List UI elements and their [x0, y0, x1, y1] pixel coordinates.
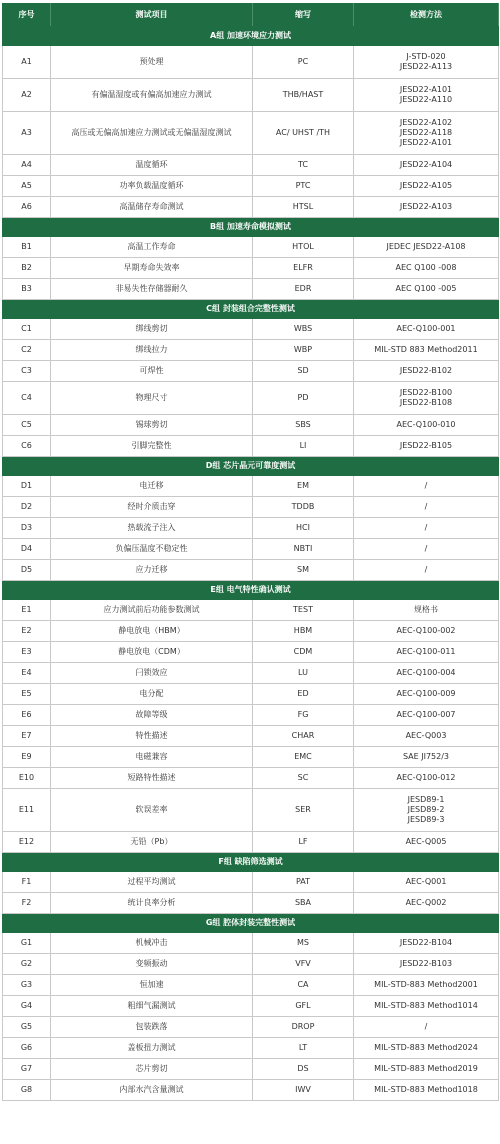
- table-row: [3, 954, 499, 975]
- table-header: [3, 4, 499, 27]
- row-abbreviation: HBM: [253, 621, 354, 642]
- method-line: JESD22-A105: [399, 181, 453, 190]
- table-row: [3, 415, 499, 436]
- row-test-method: [354, 560, 499, 581]
- row-test-item: 变频振动: [51, 954, 253, 975]
- group-header-row: [3, 300, 499, 319]
- row-id: G3: [3, 975, 51, 996]
- table-row: [3, 684, 499, 705]
- row-id: A2: [3, 79, 51, 112]
- row-abbreviation: AC/ UHST /TH: [253, 112, 354, 155]
- row-id: G5: [3, 1017, 51, 1038]
- row-test-method: [354, 476, 499, 497]
- method-line: AEC Q100 -008: [395, 263, 457, 272]
- table-row: [3, 872, 499, 893]
- method-line: JESD22-A101: [399, 138, 453, 147]
- table-row: [3, 768, 499, 789]
- row-id: A3: [3, 112, 51, 155]
- row-id: A4: [3, 155, 51, 176]
- row-abbreviation: IWV: [253, 1080, 354, 1101]
- group-title: E组 电气特性确认测试: [3, 581, 499, 600]
- method-line: AEC-Q001: [405, 877, 447, 886]
- row-abbreviation: SC: [253, 768, 354, 789]
- row-test-item: 内部水汽含量测试: [51, 1080, 253, 1101]
- table-row: [3, 1038, 499, 1059]
- row-id: D4: [3, 539, 51, 560]
- method-line: MIL-STD-883 Method1014: [374, 1001, 478, 1010]
- row-id: E10: [3, 768, 51, 789]
- row-id: C1: [3, 319, 51, 340]
- row-abbreviation: TDDB: [253, 497, 354, 518]
- row-test-method: [354, 361, 499, 382]
- row-test-method: [354, 46, 499, 79]
- row-test-method: [354, 319, 499, 340]
- row-abbreviation: SM: [253, 560, 354, 581]
- table-row: [3, 726, 499, 747]
- row-test-method: [354, 436, 499, 457]
- method-line: AEC-Q100-001: [396, 324, 456, 333]
- row-test-method: [354, 954, 499, 975]
- row-id: D3: [3, 518, 51, 539]
- row-id: G6: [3, 1038, 51, 1059]
- method-line: 规格书: [414, 605, 438, 614]
- row-abbreviation: VFV: [253, 954, 354, 975]
- row-test-item: 物理尺寸: [51, 382, 253, 415]
- row-test-item: 短路特性描述: [51, 768, 253, 789]
- row-abbreviation: EM: [253, 476, 354, 497]
- row-abbreviation: DS: [253, 1059, 354, 1080]
- row-abbreviation: NBTI: [253, 539, 354, 560]
- row-test-method: [354, 789, 499, 832]
- row-abbreviation: GFL: [253, 996, 354, 1017]
- table-row: [3, 382, 499, 415]
- row-test-item: 负偏压温度不稳定性: [51, 539, 253, 560]
- row-test-method: [354, 237, 499, 258]
- method-line: MIL-STD-883 Method2001: [374, 980, 478, 989]
- table-row: [3, 600, 499, 621]
- table-row: [3, 46, 499, 79]
- row-id: D2: [3, 497, 51, 518]
- row-id: D1: [3, 476, 51, 497]
- table-row: [3, 1017, 499, 1038]
- row-test-item: 温度循环: [51, 155, 253, 176]
- table-row: [3, 1059, 499, 1080]
- group-header-row: [3, 218, 499, 237]
- row-id: C5: [3, 415, 51, 436]
- group-title: B组 加速寿命模拟测试: [3, 218, 499, 237]
- row-test-item: 无铅（Pb）: [51, 832, 253, 853]
- row-abbreviation: CA: [253, 975, 354, 996]
- row-id: B3: [3, 279, 51, 300]
- row-test-item: 经时介质击穿: [51, 497, 253, 518]
- method-line: JESD22-B105: [399, 441, 453, 450]
- row-abbreviation: LU: [253, 663, 354, 684]
- row-id: F1: [3, 872, 51, 893]
- table-row: [3, 176, 499, 197]
- header-abbreviation: 缩写: [253, 4, 354, 27]
- row-test-item: 特性描述: [51, 726, 253, 747]
- row-abbreviation: ELFR: [253, 258, 354, 279]
- table-row: [3, 642, 499, 663]
- row-abbreviation: THB/HAST: [253, 79, 354, 112]
- row-test-item: 电磁兼容: [51, 747, 253, 768]
- method-line: /: [424, 523, 428, 532]
- header-seq: 序号: [3, 4, 51, 27]
- row-test-method: [354, 1017, 499, 1038]
- method-line: JESD22-A102: [399, 118, 453, 127]
- row-abbreviation: LT: [253, 1038, 354, 1059]
- row-test-method: [354, 747, 499, 768]
- method-line: JESD89-3: [407, 815, 445, 824]
- group-header-row: [3, 27, 499, 46]
- row-test-method: [354, 663, 499, 684]
- row-abbreviation: SBS: [253, 415, 354, 436]
- method-line: MIL-STD 883 Method2011: [374, 345, 478, 354]
- test-standards-table: [2, 3, 499, 1101]
- table-row: [3, 996, 499, 1017]
- row-test-item: 静电放电（HBM）: [51, 621, 253, 642]
- table-row: [3, 621, 499, 642]
- row-id: E9: [3, 747, 51, 768]
- row-abbreviation: WBS: [253, 319, 354, 340]
- table-row: [3, 79, 499, 112]
- row-abbreviation: HTOL: [253, 237, 354, 258]
- row-id: E3: [3, 642, 51, 663]
- method-line: /: [424, 1022, 428, 1031]
- table-row: [3, 789, 499, 832]
- table-row: [3, 436, 499, 457]
- table-row: [3, 975, 499, 996]
- row-abbreviation: FG: [253, 705, 354, 726]
- group-header-row: [3, 853, 499, 872]
- table-row: [3, 112, 499, 155]
- row-abbreviation: DROP: [253, 1017, 354, 1038]
- row-test-method: [354, 684, 499, 705]
- method-line: JESD22-A110: [399, 95, 453, 104]
- row-abbreviation: EDR: [253, 279, 354, 300]
- header-row: [3, 4, 499, 27]
- row-id: E7: [3, 726, 51, 747]
- row-test-item: 过程平均测试: [51, 872, 253, 893]
- table-row: [3, 497, 499, 518]
- row-abbreviation: PD: [253, 382, 354, 415]
- row-id: C2: [3, 340, 51, 361]
- method-line: AEC-Q100-010: [396, 420, 456, 429]
- row-test-item: 闩锁效应: [51, 663, 253, 684]
- group-title: G组 腔体封装完整性测试: [3, 914, 499, 933]
- group-header-row: [3, 581, 499, 600]
- row-test-method: [354, 197, 499, 218]
- header-test-method: 检测方法: [354, 4, 499, 27]
- table-row: [3, 319, 499, 340]
- table-body: [3, 27, 499, 1101]
- row-test-method: [354, 621, 499, 642]
- method-line: AEC-Q003: [405, 731, 447, 740]
- row-test-method: [354, 872, 499, 893]
- row-test-item: 应力测试前后功能参数测试: [51, 600, 253, 621]
- table-row: [3, 933, 499, 954]
- row-test-method: [354, 340, 499, 361]
- row-abbreviation: MS: [253, 933, 354, 954]
- row-test-method: [354, 1059, 499, 1080]
- table-row: [3, 747, 499, 768]
- row-abbreviation: LI: [253, 436, 354, 457]
- row-id: D5: [3, 560, 51, 581]
- row-test-item: 故障等级: [51, 705, 253, 726]
- table-row: [3, 893, 499, 914]
- table-row: [3, 155, 499, 176]
- row-id: E1: [3, 600, 51, 621]
- row-id: A5: [3, 176, 51, 197]
- row-test-method: [354, 497, 499, 518]
- header-test-item: 测试项目: [51, 4, 253, 27]
- method-line: AEC-Q100-012: [396, 773, 456, 782]
- row-test-item: 引脚完整性: [51, 436, 253, 457]
- method-line: AEC-Q100-004: [396, 668, 456, 677]
- row-abbreviation: SD: [253, 361, 354, 382]
- row-test-item: 有偏温湿度或有偏高加速应力测试: [51, 79, 253, 112]
- row-id: E11: [3, 789, 51, 832]
- method-line: JESD22-A118: [399, 128, 453, 137]
- method-line: JESD22-A103: [399, 202, 453, 211]
- row-abbreviation: CDM: [253, 642, 354, 663]
- row-test-item: 统计良率分析: [51, 893, 253, 914]
- table-row: [3, 476, 499, 497]
- method-line: MIL-STD-883 Method1018: [374, 1085, 478, 1094]
- row-test-item: 芯片剪切: [51, 1059, 253, 1080]
- row-test-item: 预处理: [51, 46, 253, 79]
- method-line: /: [424, 544, 428, 553]
- method-line: JESD22-A101: [399, 85, 453, 94]
- method-line: JESD22-A113: [399, 62, 453, 71]
- method-line: AEC Q100 -005: [395, 284, 457, 293]
- row-test-item: 热载流子注入: [51, 518, 253, 539]
- row-test-item: 高温工作寿命: [51, 237, 253, 258]
- row-abbreviation: PAT: [253, 872, 354, 893]
- row-id: A6: [3, 197, 51, 218]
- method-line: JESD22-B103: [399, 959, 453, 968]
- row-test-item: 静电放电（CDM）: [51, 642, 253, 663]
- method-line: AEC-Q100-002: [396, 626, 456, 635]
- row-id: E2: [3, 621, 51, 642]
- row-id: B2: [3, 258, 51, 279]
- method-line: SAE JI752/3: [402, 752, 450, 761]
- group-header-row: [3, 914, 499, 933]
- row-test-item: 功率负载温度循环: [51, 176, 253, 197]
- row-test-item: 非易失性存储器耐久: [51, 279, 253, 300]
- table-row: [3, 832, 499, 853]
- row-test-method: [354, 642, 499, 663]
- method-line: /: [424, 481, 428, 490]
- table-row: [3, 237, 499, 258]
- row-test-item: 可焊性: [51, 361, 253, 382]
- row-test-method: [354, 155, 499, 176]
- table-row: [3, 539, 499, 560]
- row-test-method: [354, 832, 499, 853]
- group-header-row: [3, 457, 499, 476]
- row-test-method: [354, 933, 499, 954]
- table-row: [3, 1080, 499, 1101]
- row-abbreviation: HTSL: [253, 197, 354, 218]
- row-test-item: 粗细气漏测试: [51, 996, 253, 1017]
- row-test-item: 锡球剪切: [51, 415, 253, 436]
- group-title: D组 芯片晶元可靠度测试: [3, 457, 499, 476]
- row-abbreviation: HCI: [253, 518, 354, 539]
- method-line: JEDEC JESD22-A108: [386, 242, 466, 251]
- row-test-method: [354, 279, 499, 300]
- method-line: JESD22-B108: [399, 398, 453, 407]
- row-id: B1: [3, 237, 51, 258]
- method-line: AEC-Q002: [405, 898, 447, 907]
- row-id: C4: [3, 382, 51, 415]
- test-standards-table-page: [2, 3, 498, 1101]
- row-abbreviation: PC: [253, 46, 354, 79]
- group-title: C组 封装组合完整性测试: [3, 300, 499, 319]
- row-id: A1: [3, 46, 51, 79]
- table-row: [3, 197, 499, 218]
- row-abbreviation: EMC: [253, 747, 354, 768]
- method-line: /: [424, 565, 428, 574]
- row-test-method: [354, 382, 499, 415]
- row-id: E12: [3, 832, 51, 853]
- row-test-item: 包装跌落: [51, 1017, 253, 1038]
- row-test-method: [354, 705, 499, 726]
- row-test-item: 电迁移: [51, 476, 253, 497]
- row-test-method: [354, 258, 499, 279]
- row-test-method: [354, 893, 499, 914]
- row-id: E5: [3, 684, 51, 705]
- row-test-item: 绑线拉力: [51, 340, 253, 361]
- row-test-item: 绑线剪切: [51, 319, 253, 340]
- row-id: G2: [3, 954, 51, 975]
- row-id: C3: [3, 361, 51, 382]
- method-line: /: [424, 502, 428, 511]
- table-row: [3, 279, 499, 300]
- row-test-method: [354, 996, 499, 1017]
- row-test-method: [354, 768, 499, 789]
- row-test-method: [354, 726, 499, 747]
- row-id: E4: [3, 663, 51, 684]
- row-test-item: 盖板扭力测试: [51, 1038, 253, 1059]
- table-row: [3, 705, 499, 726]
- method-line: JESD89-1: [407, 795, 445, 804]
- row-abbreviation: TEST: [253, 600, 354, 621]
- method-line: JESD89-2: [407, 805, 445, 814]
- row-abbreviation: LF: [253, 832, 354, 853]
- row-test-method: [354, 1080, 499, 1101]
- table-row: [3, 663, 499, 684]
- row-abbreviation: CHAR: [253, 726, 354, 747]
- row-abbreviation: SBA: [253, 893, 354, 914]
- row-test-item: 早期寿命失效率: [51, 258, 253, 279]
- row-test-method: [354, 539, 499, 560]
- group-title: A组 加速环境应力测试: [3, 27, 499, 46]
- row-test-method: [354, 975, 499, 996]
- row-test-method: [354, 415, 499, 436]
- method-line: AEC-Q100-011: [396, 647, 456, 656]
- table-row: [3, 560, 499, 581]
- method-line: JESD22-B102: [399, 366, 453, 375]
- row-test-item: 电分配: [51, 684, 253, 705]
- method-line: JESD22-B100: [399, 388, 453, 397]
- row-id: C6: [3, 436, 51, 457]
- row-test-method: [354, 600, 499, 621]
- row-test-method: [354, 112, 499, 155]
- method-line: JESD22-A104: [399, 160, 453, 169]
- row-abbreviation: TC: [253, 155, 354, 176]
- method-line: J-STD-020: [406, 52, 446, 61]
- row-test-item: 恒加速: [51, 975, 253, 996]
- row-id: G4: [3, 996, 51, 1017]
- row-test-item: 软误差率: [51, 789, 253, 832]
- method-line: JESD22-B104: [399, 938, 453, 947]
- row-test-item: 机械冲击: [51, 933, 253, 954]
- row-test-method: [354, 176, 499, 197]
- method-line: MIL-STD-883 Method2024: [374, 1043, 478, 1052]
- row-abbreviation: PTC: [253, 176, 354, 197]
- row-id: E6: [3, 705, 51, 726]
- row-test-item: 高压或无偏高加速应力测试或无偏温湿度测试: [51, 112, 253, 155]
- table-row: [3, 258, 499, 279]
- group-title: F组 缺陷筛选测试: [3, 853, 499, 872]
- row-abbreviation: WBP: [253, 340, 354, 361]
- row-id: G8: [3, 1080, 51, 1101]
- table-row: [3, 518, 499, 539]
- method-line: AEC-Q005: [405, 837, 447, 846]
- row-abbreviation: SER: [253, 789, 354, 832]
- row-abbreviation: ED: [253, 684, 354, 705]
- row-id: G1: [3, 933, 51, 954]
- row-id: G7: [3, 1059, 51, 1080]
- row-test-method: [354, 1038, 499, 1059]
- row-test-item: 应力迁移: [51, 560, 253, 581]
- table-row: [3, 340, 499, 361]
- row-test-method: [354, 518, 499, 539]
- row-id: F2: [3, 893, 51, 914]
- row-test-method: [354, 79, 499, 112]
- table-row: [3, 361, 499, 382]
- row-test-item: 高温储存寿命测试: [51, 197, 253, 218]
- method-line: AEC-Q100-007: [396, 710, 456, 719]
- method-line: AEC-Q100-009: [396, 689, 456, 698]
- method-line: MIL-STD-883 Method2019: [374, 1064, 478, 1073]
